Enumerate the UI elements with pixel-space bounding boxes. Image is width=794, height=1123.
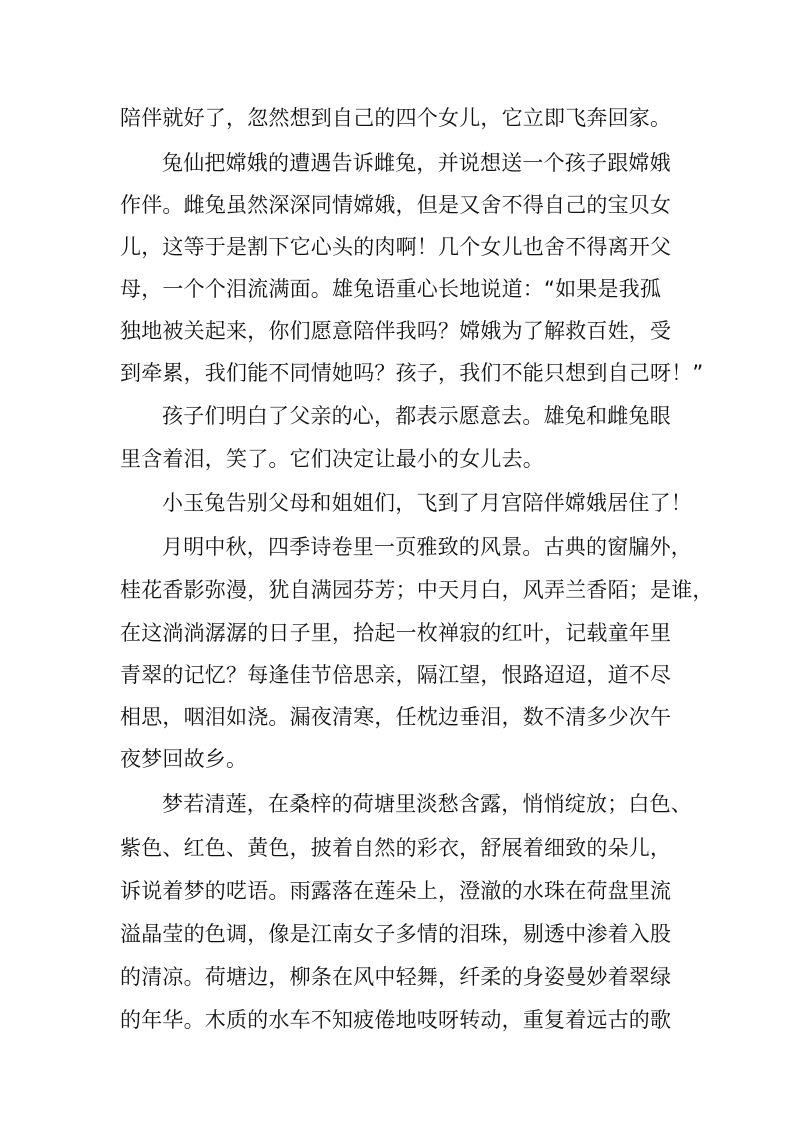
- text-line: 小玉兔告别父母和姐姐们，飞到了月宫陪伴嫦娥居住了！: [162, 491, 692, 515]
- text-line: 母，一个个泪流满面。雄兔语重心长地说道：“如果是我孤: [120, 277, 662, 301]
- text-line: 溢晶莹的色调，像是江南女子多情的泪珠，剔透中渗着入股: [120, 922, 672, 946]
- text-line: 在这淌淌潺潺的日子里，拾起一枚禅寂的红叶，记载童年里: [120, 621, 672, 645]
- text-line: 陪伴就好了，忽然想到自己的四个女儿，它立即飞奔回家。: [120, 106, 672, 130]
- text-line: 桂花香影弥漫，犹自满园芬芳；中天月白，风弄兰香陌；是谁，: [120, 578, 714, 602]
- text-line: 青翠的记忆？每逢佳节倍思亲，隔江望，恨路迢迢，道不尽: [120, 663, 672, 687]
- text-line: 的年华。木质的水车不知疲倦地吱呀转动，重复着远古的歌: [120, 1008, 672, 1032]
- text-line: 相思，咽泪如浇。漏夜清寒，任枕边垂泪，数不清多少次午: [120, 705, 672, 729]
- text-line: 诉说着梦的呓语。雨露落在莲朵上，澄澈的水珠在荷盘里流: [120, 879, 672, 903]
- text-line: 儿，这等于是割下它心头的肉啊！几个女儿也舍不得离开父: [120, 235, 672, 259]
- text-line: 独地被关起来，你们愿意陪伴我吗？嫦娥为了解救百姓，受: [120, 319, 672, 343]
- text-line: 月明中秋，四季诗卷里一页雅致的风景。古典的窗牖外，: [162, 535, 692, 559]
- text-line: 里含着泪，笑了。它们决定让最小的女儿去。: [120, 447, 544, 471]
- text-line: 兔仙把嫦娥的遭遇告诉雌兔，并说想送一个孩子跟嫦娥: [162, 151, 671, 175]
- text-line: 孩子们明白了父亲的心，都表示愿意去。雄兔和雌兔眼: [162, 404, 671, 428]
- text-line: 紫色、红色、黄色，披着自然的彩衣，舒展着细致的朵儿，: [120, 836, 672, 860]
- text-line: 夜梦回故乡。: [120, 747, 248, 771]
- text-line: 梦若清莲，在桑梓的荷塘里淡愁含露，悄悄绽放；白色、: [162, 792, 692, 816]
- text-line: 的清凉。荷塘边，柳条在风中轻舞，纤柔的身姿曼妙着翠绿: [120, 965, 672, 989]
- text-line: 作伴。雌兔虽然深深同情嫦娥，但是又舍不得自己的宝贝女: [120, 193, 672, 217]
- text-line: 到牵累，我们能不同情她吗？孩子，我们不能只想到自己呀！”: [120, 361, 704, 385]
